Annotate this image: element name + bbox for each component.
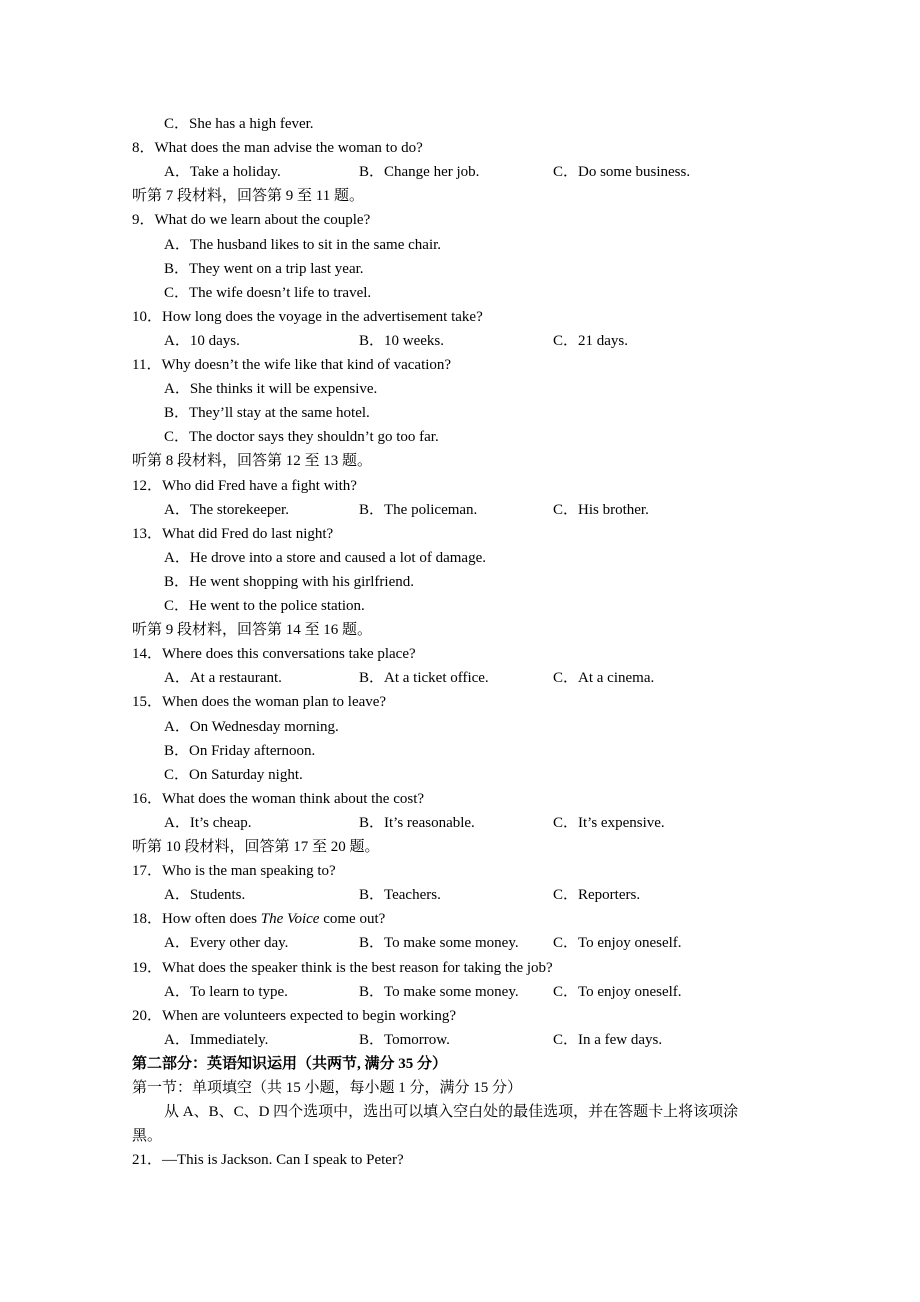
question-stem: 14．Where does this conversations take place? — [132, 646, 416, 662]
answer-option: C．On Saturday night. — [164, 767, 303, 783]
answer-option: A．He drove into a store and caused a lot of damage. — [164, 550, 486, 566]
answer-option: B．They’ll stay at the same hotel. — [164, 405, 370, 421]
answer-option: A．10 days. — [164, 333, 240, 349]
text-line — [0, 642, 900, 666]
text-line — [0, 522, 900, 546]
answer-option: A．At a restaurant. — [164, 670, 282, 686]
part-heading: 第二部分：英语知识运用（共两节, 满分 35 分） — [132, 1056, 448, 1072]
text-line — [0, 208, 900, 232]
answer-option: B．At a ticket office. — [359, 670, 489, 686]
publication-title: The Voice — [260, 911, 320, 927]
answer-option: C．The doctor says they shouldn’t go too far. — [164, 429, 439, 445]
text-line — [0, 907, 900, 931]
question-stem: 12．Who did Fred have a fight with? — [132, 478, 357, 494]
question-stem: 9．What do we learn about the couple? — [132, 212, 371, 228]
question-stem: 15．When does the woman plan to leave? — [132, 694, 387, 710]
text-line — [0, 1076, 900, 1100]
section-instruction: 听第 10 段材料，回答第 17 至 20 题。 — [132, 839, 380, 855]
answer-option: B．Change her job. — [359, 164, 480, 180]
text-line — [0, 1004, 900, 1028]
text-line — [0, 1028, 900, 1052]
answer-option: B．To make some money. — [359, 984, 519, 1000]
section-instruction: 第一节：单项填空（共 15 小题，每小题 1 分，满分 15 分） — [132, 1080, 523, 1096]
answer-option: A．She thinks it will be expensive. — [164, 381, 378, 397]
text-line — [0, 184, 900, 208]
text-line — [0, 160, 900, 184]
answer-option: B．The policeman. — [359, 502, 478, 518]
text-line — [0, 281, 900, 305]
text-line — [0, 498, 900, 522]
question-stem: 21．—This is Jackson. Can I speak to Peter? — [132, 1152, 404, 1168]
answer-option: C．Do some business. — [553, 164, 691, 180]
text-line — [0, 377, 900, 401]
text-line — [0, 618, 900, 642]
question-text: come out? — [319, 911, 386, 927]
text-line — [0, 1124, 900, 1148]
text-line — [0, 835, 900, 859]
text-line — [0, 931, 900, 955]
section-instruction: 听第 8 段材料，回答第 12 至 13 题。 — [132, 453, 373, 469]
question-stem: 8．What does the man advise the woman to do? — [132, 140, 423, 156]
answer-option: A．Every other day. — [164, 935, 289, 951]
answer-option: A．Take a holiday. — [164, 164, 281, 180]
answer-option: B．It’s reasonable. — [359, 815, 475, 831]
instruction-text: 黑。 — [132, 1128, 163, 1144]
answer-option: B．Teachers. — [359, 887, 441, 903]
answer-option: C．At a cinema. — [553, 670, 655, 686]
text-line — [0, 1052, 900, 1076]
text-line — [0, 449, 900, 473]
answer-option: A．The storekeeper. — [164, 502, 289, 518]
text-line — [0, 980, 900, 1004]
answer-option: C．To enjoy oneself. — [553, 984, 682, 1000]
text-line — [0, 594, 900, 618]
answer-option: B．10 weeks. — [359, 333, 444, 349]
text-line — [0, 763, 900, 787]
question-text: 18．How often does — [132, 911, 261, 927]
text-line — [0, 1100, 900, 1124]
text-line — [0, 305, 900, 329]
text-line — [0, 112, 900, 136]
text-line — [0, 136, 900, 160]
text-line — [0, 570, 900, 594]
text-line — [0, 546, 900, 570]
question-stem: 10．How long does the voyage in the advertisement take? — [132, 309, 483, 325]
answer-option: C．She has a high fever. — [164, 116, 314, 132]
text-line — [0, 666, 900, 690]
answer-option: B．They went on a trip last year. — [164, 261, 364, 277]
text-line — [0, 715, 900, 739]
text-line — [0, 690, 900, 714]
question-stem: 16．What does the woman think about the cost? — [132, 791, 425, 807]
answer-option: C．Reporters. — [553, 887, 641, 903]
answer-option: C．21 days. — [553, 333, 629, 349]
answer-option: A．Students. — [164, 887, 246, 903]
text-line — [0, 1148, 900, 1172]
question-stem: 17．Who is the man speaking to? — [132, 863, 336, 879]
answer-option: A．The husband likes to sit in the same chair. — [164, 237, 442, 253]
answer-option: B．To make some money. — [359, 935, 519, 951]
text-line — [0, 401, 900, 425]
answer-option: A．Immediately. — [164, 1032, 269, 1048]
answer-option: C．In a few days. — [553, 1032, 663, 1048]
text-line — [0, 787, 900, 811]
text-line — [0, 474, 900, 498]
text-line — [0, 811, 900, 835]
section-instruction: 听第 7 段材料，回答第 9 至 11 题。 — [132, 188, 364, 204]
answer-option: C．The wife doesn’t life to travel. — [164, 285, 372, 301]
text-line — [0, 956, 900, 980]
text-line — [0, 425, 900, 449]
instruction-text: 从 A、B、C、D 四个选项中，选出可以填入空白处的最佳选项，并在答题卡上将该项涂 — [164, 1104, 739, 1120]
answer-option: A．It’s cheap. — [164, 815, 252, 831]
question-stem — [132, 907, 385, 931]
section-instruction: 听第 9 段材料，回答第 14 至 16 题。 — [132, 622, 373, 638]
text-line — [0, 329, 900, 353]
question-stem: 11．Why doesn’t the wife like that kind of vacation? — [132, 357, 452, 373]
text-line — [0, 233, 900, 257]
answer-option: A．To learn to type. — [164, 984, 288, 1000]
answer-option: A．On Wednesday morning. — [164, 719, 339, 735]
answer-option: B．Tomorrow. — [359, 1032, 450, 1048]
question-stem: 19．What does the speaker think is the best reason for taking the job? — [132, 960, 553, 976]
answer-option: B．He went shopping with his girlfriend. — [164, 574, 414, 590]
answer-option: C．His brother. — [553, 502, 649, 518]
text-line — [0, 353, 900, 377]
question-stem: 20．When are volunteers expected to begin working? — [132, 1008, 457, 1024]
answer-option: C．It’s expensive. — [553, 815, 665, 831]
text-line — [0, 257, 900, 281]
answer-option: C．To enjoy oneself. — [553, 935, 682, 951]
answer-option: B．On Friday afternoon. — [164, 743, 316, 759]
text-line — [0, 859, 900, 883]
question-stem: 13．What did Fred do last night? — [132, 526, 334, 542]
text-line — [0, 739, 900, 763]
answer-option: C．He went to the police station. — [164, 598, 365, 614]
text-line — [0, 883, 900, 907]
